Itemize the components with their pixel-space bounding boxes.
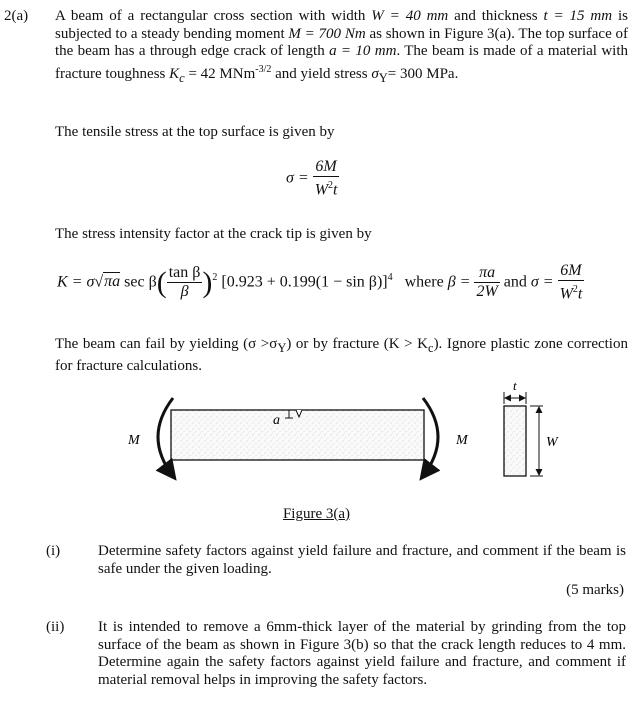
part-i-label: (i)	[46, 543, 61, 559]
sif-equation: K = σ√πa sec β( $\frac{\text{tan β}}{\beta}$ )$^2$ $[0.923 + 0.199(1 - \sin \beta)]^4$ where β = $\frac{\pi a}{2W}$ and σ = $\frac{6M}{W^2t}$	[57, 262, 583, 303]
intro-paragraph: A beam of a rectangular cross section with width W = 40 mm and thickness t = 15 mm is subjected to a steady bending moment M = 700 Nm as shown in Figure 3(a). The top surface of the beam has a through edge crack of length a = 10 mm. The beam is made of a material with fracture toughness $K_c = 42$ MNm$^{-3/2}$ and yield stress $\sigma_Y= 300$ MPa.	[55, 8, 628, 85]
beam-cross-section	[504, 406, 526, 476]
part-ii-text: It is intended to remove a 6mm-thick layer of the material by grinding from the top surface of the beam as shown in Figure 3(b) so that the crack length reduces to 4 mm. Determine again the safety factors against yield failure and fracture, and comment if material removal helps in improving the safety factors.	[98, 619, 626, 688]
figure-label-w: W	[546, 435, 558, 450]
moment-arrow-right	[423, 398, 438, 476]
question-number: 2(a)	[4, 8, 29, 24]
sif-intro: The stress intensity factor at the crack tip is given by	[55, 226, 372, 242]
stress-equation: σ = $\frac{6M}{W^2t}$	[286, 158, 338, 199]
part-i-text: Determine safety factors against yield failure and fracture, and comment if the beam is safe under the given loading.	[98, 543, 626, 577]
figure-label-t: t	[513, 380, 517, 393]
failure-criteria-text: The beam can fail by yielding $(\sigma >\sigma_Y)$ or by fracture $(K > K_c)$. Ignore plastic zone correction for fracture calculations.	[55, 336, 628, 374]
figure-3a	[0, 380, 633, 500]
beam-body	[171, 410, 424, 460]
stress-intro: The tensile stress at the top surface is given by	[55, 124, 335, 140]
part-ii-label: (ii)	[46, 619, 65, 635]
figure-label-m-right: M	[456, 433, 468, 448]
figure-label-m-left: M	[128, 433, 140, 448]
part-i-marks: (5 marks)	[566, 582, 624, 598]
figure-caption: Figure 3(a)	[282, 506, 351, 522]
figure-label-a: a	[273, 413, 280, 428]
